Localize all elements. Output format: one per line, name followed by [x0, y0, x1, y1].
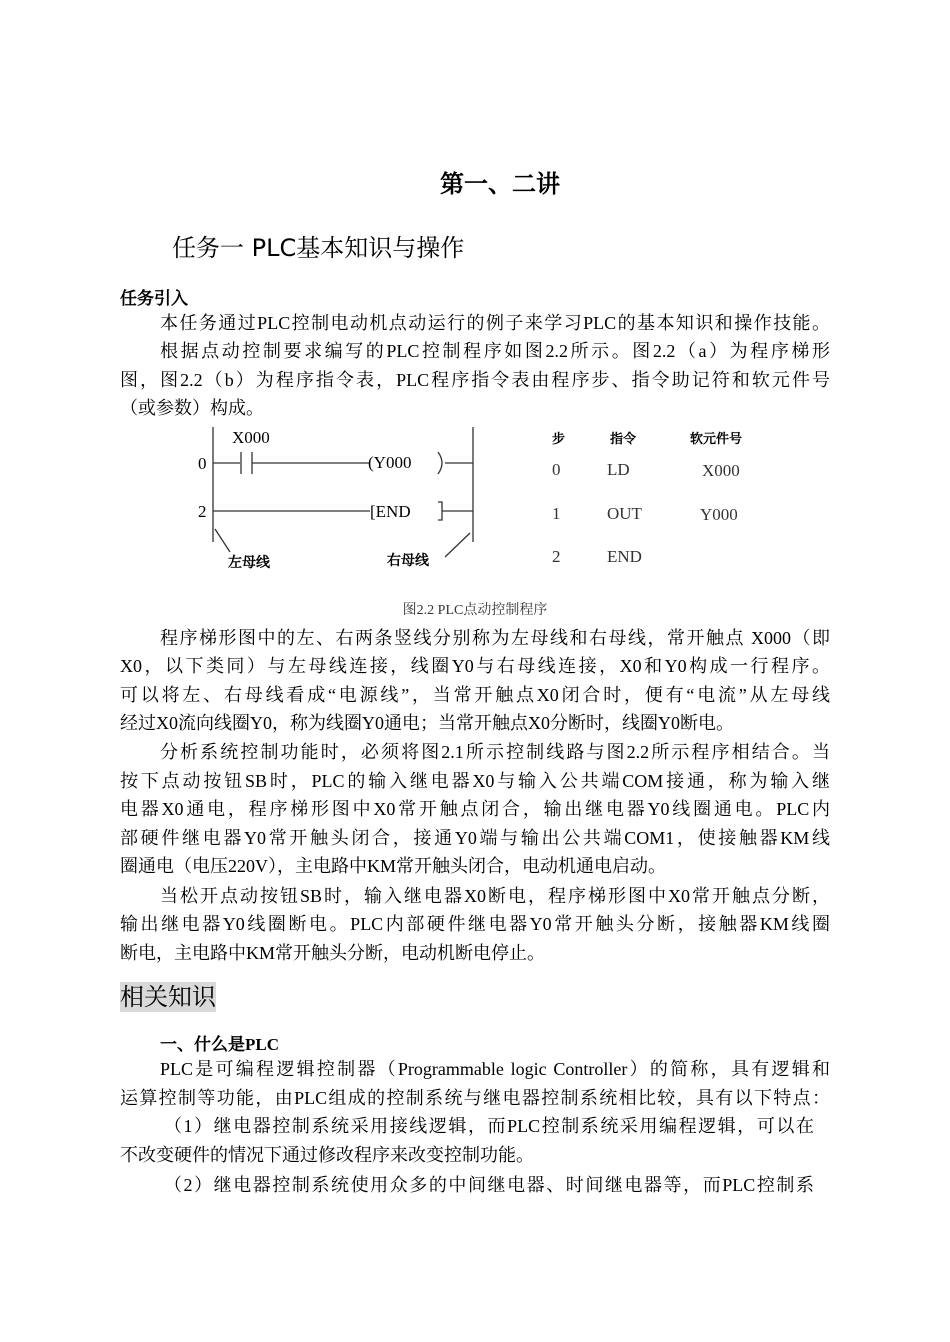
table-cell: Y000 [700, 505, 738, 524]
contact-label: X000 [232, 428, 270, 447]
coil-label: (Y000 [368, 453, 412, 472]
table-cell: 2 [552, 547, 561, 566]
text-line: 程序梯形图中的左、右两条竖线分别称为左母线和右母线，常开触点 X000（即 [160, 628, 830, 648]
related-heading: 相关知识 [120, 983, 216, 1011]
text-line: 根据点动控制要求编写的PLC控制程序如图2.2所示。图2.2（a）为程序梯形 [160, 341, 830, 361]
text-line: 运算控制等功能，由PLC组成的控制系统与继电器控制系统相比较，具有以下特点： [120, 1088, 830, 1108]
page-title: 第一、二讲 [440, 170, 560, 198]
table-cell: X000 [702, 461, 740, 480]
text-line: 电器X0通电，程序梯形图中X0常开触点闭合，输出继电器Y0线圈通电。PLC内 [120, 799, 830, 819]
table-cell: END [607, 547, 642, 566]
text-line: 输出继电器Y0线圈断电。PLC内部硬件继电器Y0常开触头分断，接触器KM线圈 [120, 914, 830, 934]
text-line: 图，图2.2（b）为程序指令表，PLC程序指令表由程序步、指令助记符和软元件号 [120, 370, 830, 390]
text-line: 不改变硬件的情况下通过修改程序来改变控制功能。 [120, 1145, 534, 1165]
text-line: 圈通电（电压220V），主电路中KM常开触头闭合，电动机通电启动。 [120, 856, 667, 876]
table-header-instruction: 指令 [610, 431, 637, 446]
left-bus-pointer [215, 529, 230, 552]
coil-right-paren [438, 452, 442, 474]
instruction-table [552, 431, 742, 566]
rung-step-0: 0 [198, 454, 207, 473]
rung-step-2: 2 [198, 502, 207, 521]
intro-heading: 任务引入 [120, 289, 188, 309]
text-line: 按下点动按钮SB时，PLC的输入继电器X0与输入公共端COM接通，称为输入继 [120, 771, 830, 791]
text-line: 分析系统控制功能时，必须将图2.1所示控制线路与图2.2所示程序相结合。当 [160, 742, 830, 762]
text-line: 经过X0流向线圈Y0，称为线圈Y0通电；当常开触点X0分断时，线圈Y0断电。 [120, 713, 734, 733]
table-cell: OUT [607, 504, 642, 523]
right-bus-pointer [445, 533, 470, 557]
task-title: 任务一 PLC基本知识与操作 [172, 234, 465, 262]
text-line: PLC是可编程逻辑控制器（Programmable logic Controller）的简称，具有逻辑和 [160, 1059, 830, 1079]
text-line: X0，以下类同）与左母线连接，线圈Y0与右母线连接，X0和Y0构成一行程序。 [120, 656, 830, 676]
end-label: [END [370, 502, 411, 521]
end-right-bracket [438, 502, 442, 520]
figure-caption: 图2.2 PLC点动控制程序 [402, 603, 548, 618]
left-bus-label: 左母线 [228, 556, 270, 571]
table-header-operand: 软元件号 [690, 431, 743, 446]
text-line: （1）继电器控制系统采用接线逻辑，而PLC控制系统采用编程逻辑，可以在 [164, 1116, 814, 1136]
table-cell: 0 [552, 460, 561, 479]
text-line: 当松开点动按钮SB时，输入继电器X0断电，程序梯形图中X0常开触点分断， [160, 886, 830, 906]
table-cell: LD [607, 460, 630, 479]
table-header-step: 步 [552, 431, 566, 446]
table-cell: 1 [552, 504, 561, 523]
text-line: （或参数）构成。 [120, 398, 264, 418]
right-bus-label: 右母线 [387, 554, 429, 569]
text-line: 本任务通过PLC控制电动机点动运行的例子来学习PLC的基本知识和操作技能。 [160, 313, 830, 333]
text-line: 部硬件继电器Y0常开触头闭合，接通Y0端与输出公共端COM1，使接触器KM线 [120, 828, 830, 848]
text-line: （2）继电器控制系统使用众多的中间继电器、时间继电器等，而PLC控制系 [164, 1175, 814, 1195]
text-line: 可以将左、右母线看成“电源线”，当常开触点X0闭合时，便有“电流”从左母线 [120, 685, 830, 705]
ladder-figure [190, 420, 770, 595]
text-line: 断电，主电路中KM常开触头分断，电动机断电停止。 [120, 943, 546, 963]
section-heading: 一、什么是PLC [160, 1035, 279, 1054]
